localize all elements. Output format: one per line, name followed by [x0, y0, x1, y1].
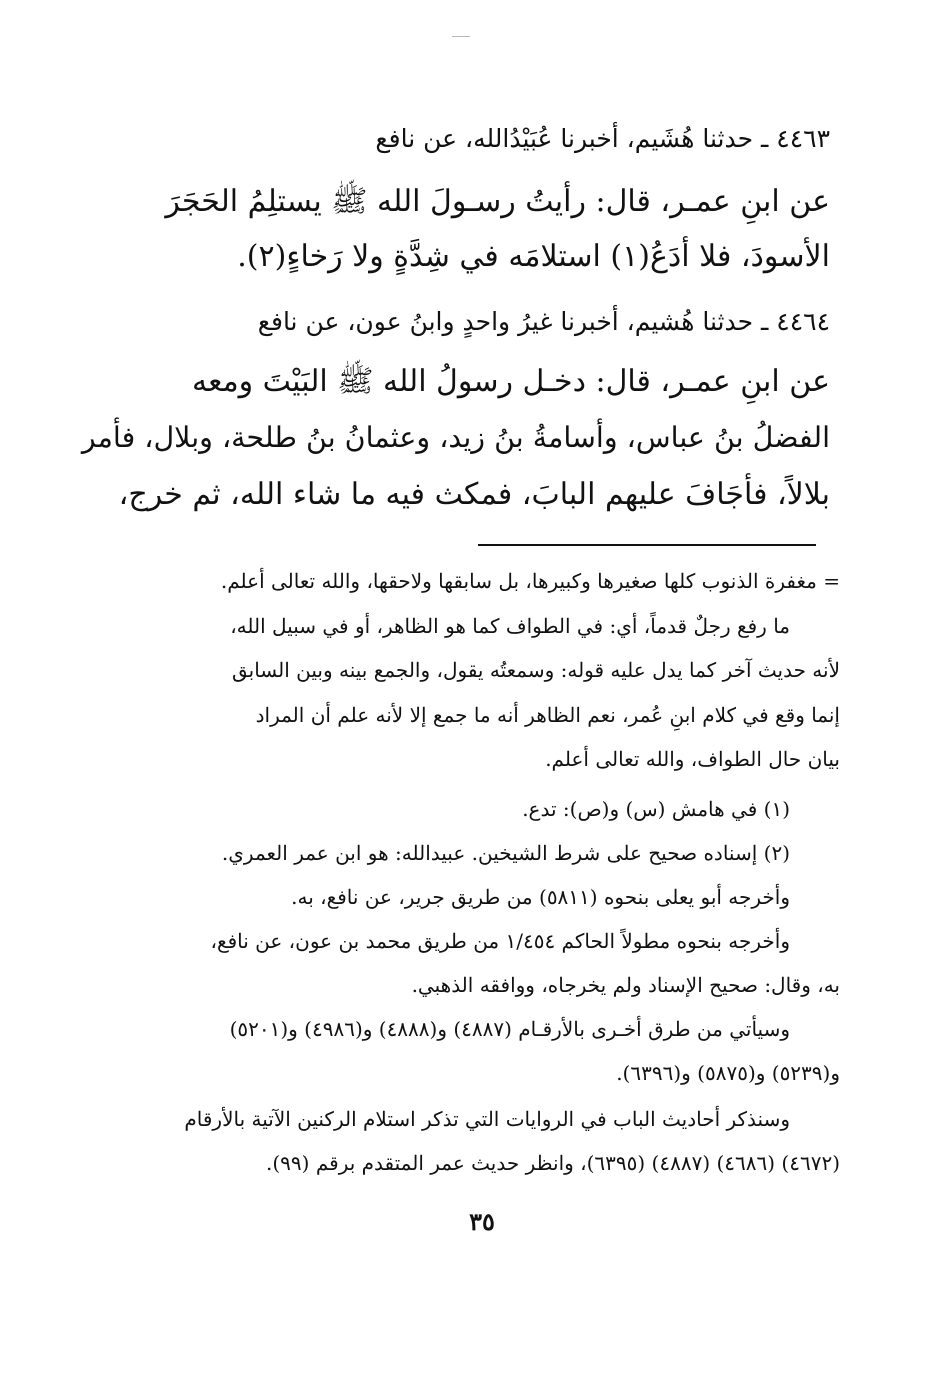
- footnote-2-line-4: به، وقال: صحيح الإسناد ولم يخرجاه، ووافقه الذهبي.: [411, 973, 840, 997]
- page-number: ٣٥: [469, 1207, 495, 1236]
- scan-mark: [452, 36, 470, 37]
- hadith-4463-matn-line-1: عن ابنِ عمـر، قال: رأيتُ رسـولَ الله ﷺ يستلِمُ الحَجَرَ: [165, 184, 830, 219]
- commentary-line-3: لأنه حديث آخر كما يدل عليه قوله: وسمعتُه يقول، والجمع بينه وبين السابق: [231, 658, 840, 682]
- commentary-line-5: بيان حال الطواف، والله تعالى أعلم.: [545, 747, 840, 771]
- hadith-4464-matn-line-1: عن ابنِ عمـر، قال: دخـل رسولُ الله ﷺ البَيْتَ ومعه: [192, 364, 830, 399]
- footnote-2-line-7: وسنذكر أحاديث الباب في الروايات التي تذكر استلام الركنين الآتية بالأرقام: [184, 1107, 790, 1131]
- commentary-line-1: = مغفرة الذنوب كلها صغيرها وكبيرها، بل سابقها ولاحقها، والله تعالى أعلم.: [220, 569, 840, 593]
- footnote-2-line-3: وأخرجه بنحوه مطولاً الحاكم ١/٤٥٤ من طريق محمد بن عون، عن نافع،: [210, 929, 790, 953]
- footnote-2-line-1: (٢) إسناده صحيح على شرط الشيخين. عبيدالله: هو ابن عمر العمري.: [221, 841, 790, 865]
- footnote-2-line-2: وأخرجه أبو يعلى بنحوه (٥٨١١) من طريق جرير، عن نافع، به.: [291, 885, 790, 909]
- hadith-4464-matn-line-3: بلالاً، فأجَافَ عليهم البابَ، فمكث فيه ما شاء الله، ثم خرج،: [118, 477, 830, 512]
- footnote-2-line-5: وسيأتي من طرق أخـرى بالأرقـام (٤٨٨٧) و(٤٨٨٨) و(٤٩٨٦) و(٥٢٠١): [229, 1017, 790, 1041]
- hadith-4464-isnad: ٤٤٦٤ ـ حدثنا هُشيم، أخبرنا غيرُ واحدٍ وابنُ عون، عن نافع: [257, 307, 830, 336]
- footnote-2-line-8: (٤٦٧٢) (٤٦٨٦) (٤٨٨٧) (٦٣٩٥)، وانظر حديث عمر المتقدم برقم (٩٩).: [266, 1151, 840, 1175]
- footnote-1: (١) في هامش (س) و(ص): تدع.: [522, 797, 790, 821]
- footnote-divider: [478, 544, 816, 546]
- hadith-4463-isnad: ٤٤٦٣ ـ حدثنا هُشَيم، أخبرنا عُبَيْدُالله، عن نافع: [375, 124, 830, 153]
- commentary-line-2: ما رفع رجلٌ قدماً، أي: في الطواف كما هو الظاهر، أو في سبيل الله،: [230, 614, 790, 638]
- hadith-4463-matn-line-2: الأسودَ، فلا أدَعُ(١) استلامَه في شِدَّةٍ ولا رَخاءٍ(٢).: [237, 239, 830, 274]
- footnote-2-line-6: و(٥٢٣٩) و(٥٨٧٥) و(٦٣٩٦).: [616, 1061, 840, 1085]
- commentary-line-4: إنما وقع في كلام ابنِ عُمر، نعم الظاهر أنه ما جمع إلا لأنه علم أن المراد: [255, 703, 840, 727]
- hadith-4464-matn-line-2: الفضلُ بنُ عباس، وأسامةُ بنُ زيد، وعثمانُ بنُ طلحة، وبلال، فأمر: [81, 421, 830, 454]
